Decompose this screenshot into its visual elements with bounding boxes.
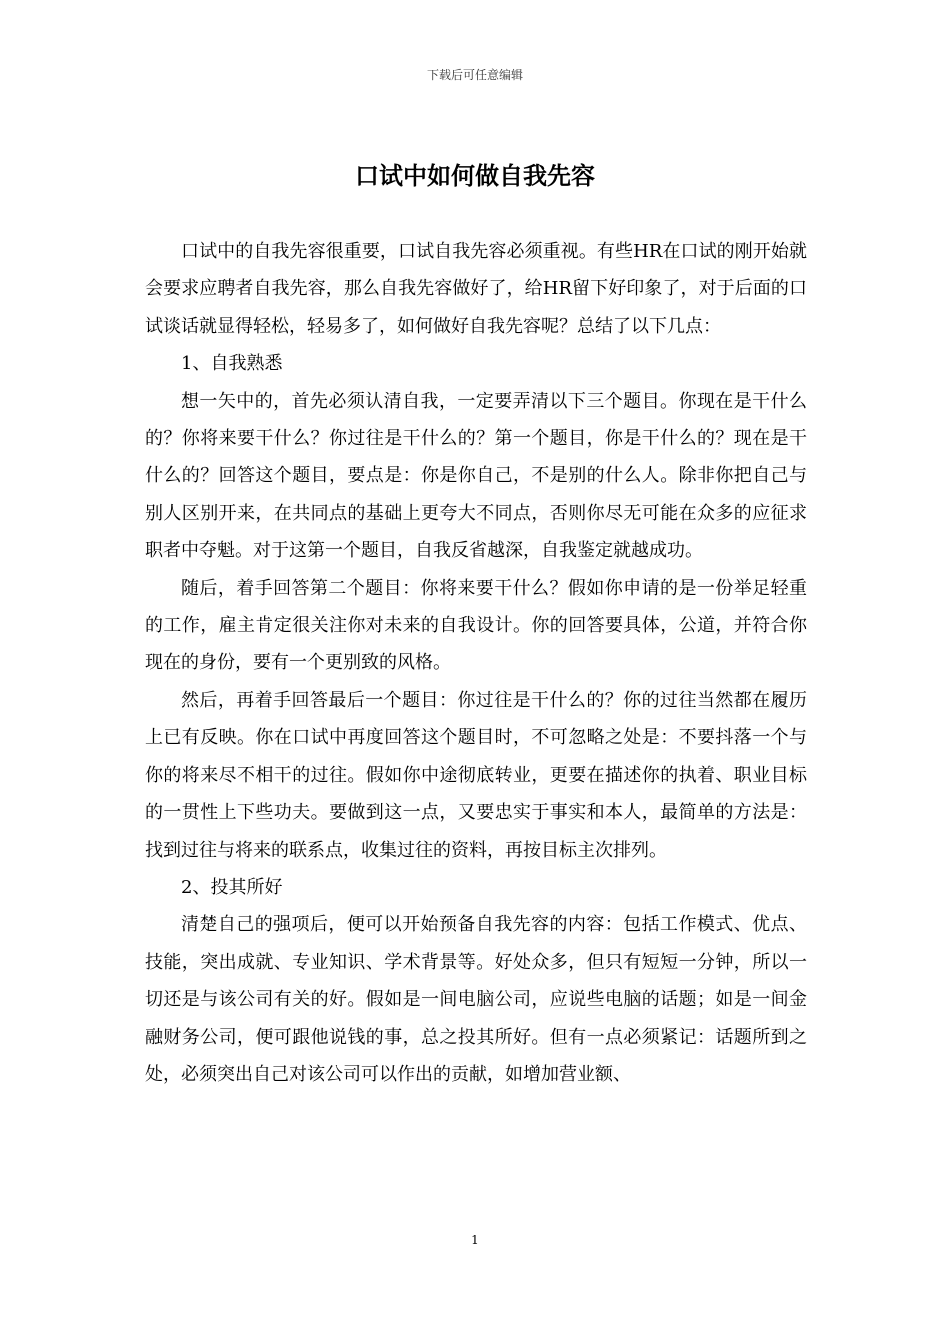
- paragraph-cater-interest: 清楚自己的强项后，便可以开始预备自我先容的内容：包括工作模式、优点、技能，突出成就、专业知识、学术背景等。好处众多，但只有短短一分钟，所以一切还是与该公司有关的好。假如是一间电脑公司，应说些电脑的话题；如是一间金融财务公司，便可跟他说钱的事，总之投其所好。但有一点必须紧记：话题所到之处，必须突出自己对该公司可以作出的贡献，如增加营业额、: [145, 914, 807, 1085]
- paragraph-self-knowledge: 想一矢中的，首先必须认清自我，一定要弄清以下三个题目。你现在是干什么的？你将来要干什么？你过往是干什么的？第一个题目，你是干什么的？现在是干什么的？回答这个题目，要点是：你是你自己，不是别的什么人。除非你把自己与别人区别开来，在共同点的基础上更夸大不同点，否则你尽无可能在众多的应征求职者中夺魁。对于这第一个题目，自我反省越深，自我鉴定就越成功。: [145, 390, 807, 562]
- paragraph-past-question: 然后，再着手回答最后一个题目：你过往是干什么的？你的过往当然都在履历上已有反映。你在口试中再度回答这个题目时，不可忽略之处是：不要抖落一个与你的将来尽不相干的过往。假如你中途彻底转业，更要在描述你的执着、职业目标的一贯性上下些功夫。要做到这一点，又要忠实于事实和本人，最简单的方法是：找到过往与将来的联系点，收集过往的资料，再按目标主次排列。: [145, 689, 807, 861]
- page-header: 下载后可任意编辑: [426, 68, 523, 82]
- document-body: [145, 233, 807, 1093]
- paragraph-intro: 口试中的自我先容很重要，口试自我先容必须重视。有些HR在口试的刚开始就会要求应聘者自我先容，那么自我先容做好了，给HR留下好印象了，对于后面的口试谈话就显得轻松，轻易多了，如何做好自我先容呢？总结了以下几点：: [145, 241, 807, 337]
- document-title: 口试中如何做自我先容: [355, 162, 595, 190]
- paragraph-future-question: 随后，着手回答第二个题目：你将来要干什么？假如你申请的是一份举足轻重的工作，雇主肯定很关注你对未来的自我设计。你的回答要具体，公道，并符合你现在的身份，要有一个更别致的风格。: [145, 577, 807, 674]
- section-heading-cater-interest: 2、投其所好: [181, 876, 283, 898]
- page-number: 1: [471, 1233, 479, 1247]
- section-heading-self-knowledge: 1、自我熟悉: [181, 353, 283, 375]
